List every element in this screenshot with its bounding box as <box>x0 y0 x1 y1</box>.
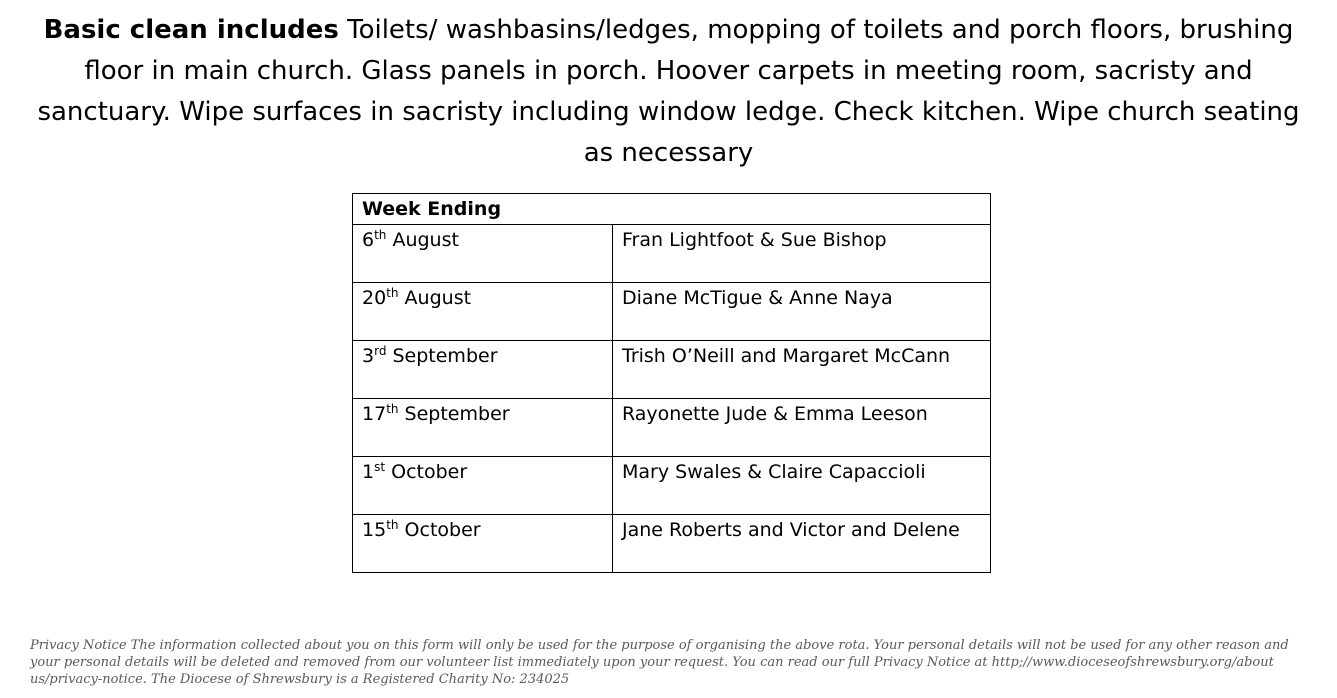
week-date <box>353 341 613 399</box>
date-suffix: th <box>386 286 399 300</box>
table-header-row <box>353 194 991 225</box>
table-row <box>353 341 991 399</box>
week-date <box>353 457 613 515</box>
description-text: Toilets/ washbasins/ledges, mopping of toilets and porch floors, brushing floor in main church. Glass panels in porch. Hoover carpets in meeting room, sacristy and sanctuary. Wipe surfaces in sacristy including window ledge. Check kitchen. Wipe church seating as necessary <box>37 15 1300 168</box>
cleaning-description <box>20 10 1317 174</box>
table-row <box>353 515 991 573</box>
date-month: October <box>404 519 481 541</box>
date-suffix: th <box>386 402 399 416</box>
date-suffix: rd <box>374 344 387 358</box>
date-day: 20 <box>362 287 387 309</box>
date-month: August <box>404 287 472 309</box>
date-month: October <box>391 461 468 483</box>
table-row <box>353 457 991 515</box>
privacy-notice: Privacy Notice The information collected about you on this form will only be used for the purpose of organising the above rota. Your personal details will not be used for any other reason and your personal details will be deleted and removed from our volunteer list immediately upon your request. You can read our full Privacy Notice at http;//www.dioceseofshrewsbury.org/about us/privacy-notice. The Diocese of Shrewsbury is a Registered Charity No: 234025 <box>30 638 1289 687</box>
date-day: 15 <box>362 519 387 541</box>
cleaners-cell: Rayonette Jude & Emma Leeson <box>613 399 991 457</box>
cleaners-cell: Trish O’Neill and Margaret McCann <box>613 341 991 399</box>
date-day: 3 <box>362 345 375 367</box>
week-date <box>353 515 613 573</box>
week-ending-header: Week Ending <box>353 194 991 225</box>
date-month: August <box>392 229 459 251</box>
date-suffix: th <box>374 228 387 242</box>
date-day: 1 <box>362 461 375 483</box>
week-date <box>353 225 613 283</box>
cleaning-rota-table <box>352 193 991 573</box>
table-row <box>353 225 991 283</box>
table-row <box>353 399 991 457</box>
date-day: 17 <box>362 403 387 425</box>
description-heading: Basic clean includes <box>43 15 339 45</box>
cleaners-cell: Mary Swales & Claire Capaccioli <box>613 457 991 515</box>
cleaners-cell: Jane Roberts and Victor and Delene <box>613 515 991 573</box>
date-month: September <box>404 403 510 425</box>
table-row <box>353 283 991 341</box>
week-date <box>353 399 613 457</box>
date-day: 6 <box>362 229 375 251</box>
cleaners-cell: Fran Lightfoot & Sue Bishop <box>613 225 991 283</box>
date-month: September <box>392 345 498 367</box>
week-date <box>353 283 613 341</box>
cleaners-cell: Diane McTigue & Anne Naya <box>613 283 991 341</box>
date-suffix: th <box>386 518 399 532</box>
date-suffix: st <box>374 460 386 474</box>
